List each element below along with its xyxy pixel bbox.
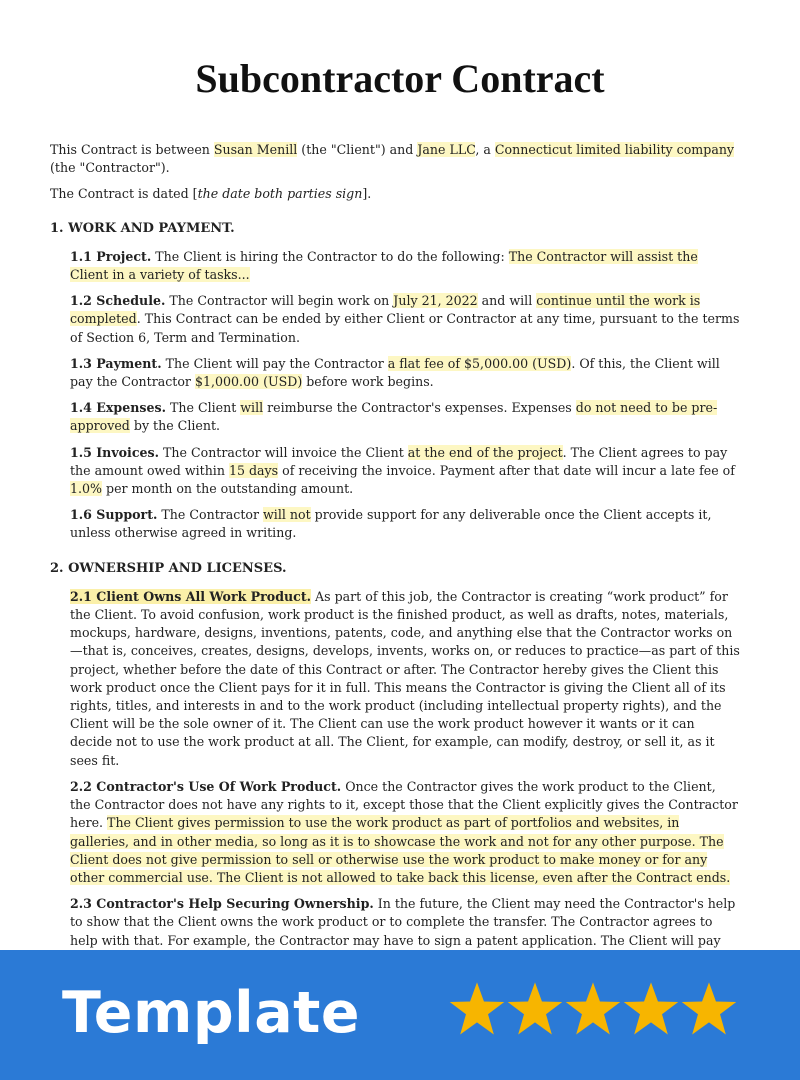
sections xyxy=(50,220,740,950)
text-run: the date both parties sign xyxy=(197,186,363,202)
clause xyxy=(70,588,740,770)
highlighted-field: continue until the work is completed xyxy=(70,293,701,327)
clause-label: 2.2 Contractor's Use Of Work Product. xyxy=(70,778,342,794)
clause xyxy=(70,895,740,950)
clause xyxy=(70,399,740,435)
text-run: The Contractor will invoice the Client xyxy=(159,444,408,460)
clause-label: 1.5 Invoices. xyxy=(70,444,159,460)
text-run: , a xyxy=(475,142,495,157)
text-run: The Client is hiring the Contractor to do the following: xyxy=(151,248,509,264)
highlighted-field: 15 days xyxy=(228,462,279,478)
text-run: The Contract is dated [ xyxy=(50,186,198,202)
highlighted-field: Jane LLC xyxy=(417,142,476,157)
intro-parties xyxy=(50,141,740,177)
text-run: per month on the outstanding amount. xyxy=(102,481,354,497)
highlighted-field: The Client gives permission to use the work product as part of portfolios and websites, in galleries, and in other media, so long as it is to showcase the work and not for any other purpose. The Client does not give permission to sell or otherwise use the work product to make money or for any other commercial use. The Client is not allowed to take back this license, even after the Contract ends. xyxy=(70,815,731,885)
clause-label: 2.3 Contractor's Help Securing Ownership. xyxy=(70,896,374,912)
text-run: Once the Contractor gives the work product to the Client, the Contractor does not have any rights to it, except those that the Client explicitly gives the Contractor here. xyxy=(70,778,738,831)
star-icon xyxy=(506,979,564,1039)
text-run: In the future, the Client may need the Contractor's help to show that the Client owns the work product or to complete the transfer. The Contractor agrees to help with that. For example, the Contractor may have to sign a patent application. The Client will pay xyxy=(70,896,736,948)
star-icon xyxy=(622,979,680,1039)
text-run: The Client xyxy=(165,400,241,416)
clause xyxy=(70,292,740,347)
text-run: and will xyxy=(477,293,537,309)
star-icon xyxy=(564,979,622,1039)
clause-label: 1.4 Expenses. xyxy=(70,400,166,416)
text-run: The Contractor xyxy=(157,507,264,523)
highlighted-field: Susan Menill xyxy=(213,142,298,157)
text-run: ]. xyxy=(362,186,372,202)
section-heading: 1. WORK AND PAYMENT. xyxy=(50,220,235,236)
highlighted-field: The Contractor will assist the Client in a variety of tasks... xyxy=(70,248,698,283)
text-run: reimburse the Contractor's expenses. Expenses xyxy=(263,400,576,416)
highlighted-field: at the end of the project xyxy=(407,444,563,460)
clause xyxy=(70,778,740,887)
highlighted-field: will not xyxy=(263,507,311,523)
highlighted-field: Connecticut limited liability company xyxy=(494,142,735,157)
intro-date xyxy=(50,185,740,203)
highlighted-field: 1.0% xyxy=(70,481,102,497)
clause-label: 1.6 Support. xyxy=(70,507,158,523)
clause-label: 2.1 Client Owns All Work Product. xyxy=(70,588,312,604)
text-run: of receiving the invoice. Payment after that date will incur a late fee of xyxy=(278,462,735,478)
text-run: (the "Contractor"). xyxy=(50,160,170,176)
highlighted-field: do not need to be pre-approved xyxy=(70,400,718,434)
text-run: by the Client. xyxy=(129,418,221,434)
rating-stars xyxy=(448,979,738,1041)
clause xyxy=(70,355,740,391)
document-title: Subcontractor Contract xyxy=(195,56,605,101)
clause-label: 1.3 Payment. xyxy=(70,355,162,371)
clause xyxy=(70,248,740,284)
clause-label: 1.1 Project. xyxy=(70,248,152,264)
highlighted-field: $1,000.00 (USD) xyxy=(194,374,303,390)
highlighted-field: a flat fee of $5,000.00 (USD) xyxy=(387,355,572,371)
text-run: This Contract is between xyxy=(50,142,214,157)
text-run: provide support for any deliverable once the Client accepts it, unless otherwise agreed in writing. xyxy=(70,507,712,541)
template-label: Template xyxy=(62,980,361,1046)
text-run: The Client will pay the Contractor xyxy=(161,355,388,371)
text-run: . Of this, the Client will pay the Contractor xyxy=(70,355,720,390)
text-run: . This Contract can be ended by either Client or Contractor at any time, pursuant to the terms of Section 6, Term and Termination. xyxy=(70,311,740,345)
highlighted-field: July 21, 2022 xyxy=(393,293,478,309)
text-run: . The Client agrees to pay the amount owed within xyxy=(70,444,728,478)
clause xyxy=(70,506,740,542)
star-icon xyxy=(680,979,738,1039)
section-heading: 2. OWNERSHIP AND LICENSES. xyxy=(50,560,287,576)
text-run: (the "Client") and xyxy=(297,142,418,157)
text-run: before work begins. xyxy=(302,374,434,390)
star-icon xyxy=(448,979,506,1039)
highlighted-field: will xyxy=(240,400,264,416)
text-run: As part of this job, the Contractor is creating “work product” for the Client. To avoid confusion, work product is the finished product, as well as drafts, notes, materials, mockups, hardware, designs, inventions, patents, code, and anything else that the Contractor works on—that is, conceives, creates, designs, develops, invents, works on, or reduces to practice—as part of this project, whether before the date of this Contract or after. The Contractor hereby gives the Client this work product once the Client pays for it in full. This means the Contractor is giving the Client all of its rights, titles, and interests in and to the work product (including intellectual property rights), and the Client will be the sole owner of it. The Client can use the work product however it wants or it can decide not to use the work product at all. The Client, for example, can modify, destroy, or sell it, as it sees fit. xyxy=(70,588,740,768)
clause-label: 1.2 Schedule. xyxy=(70,293,166,309)
text-run: The Contractor will begin work on xyxy=(165,293,394,309)
clause xyxy=(70,444,740,499)
document-body xyxy=(50,141,740,950)
